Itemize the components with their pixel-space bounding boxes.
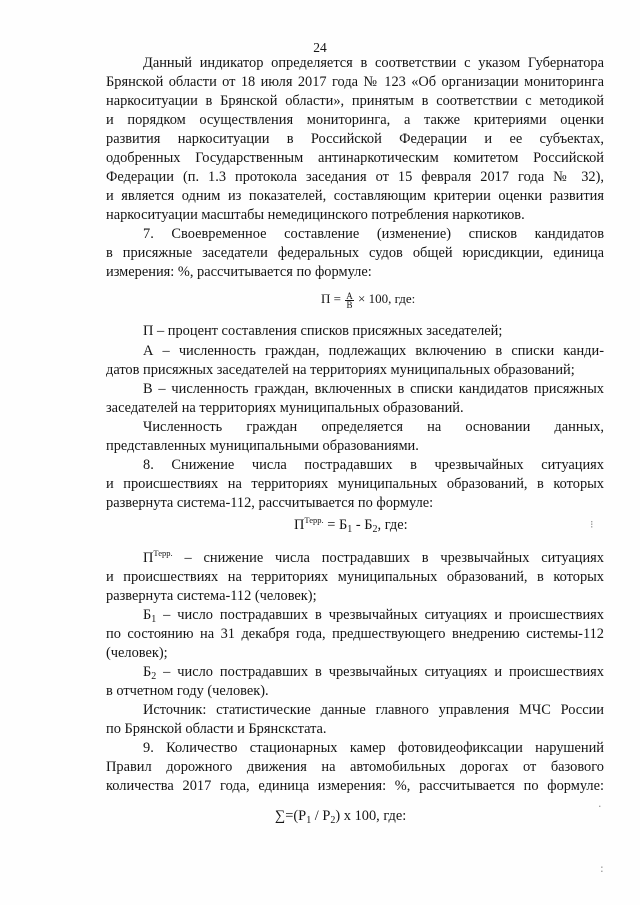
definition-line: В – численность граждан, включенных в списки кандидатов присяжных <box>143 381 604 397</box>
para1-line: наркоситуации в Брянской области», принятым в соответствии с методикой <box>106 93 604 109</box>
para1-line: одобренных Государственным антинаркотическим комитетом Российской <box>106 150 604 166</box>
definition-text: – число пострадавших в чрезвычайных ситуациях и происшествиях <box>156 664 604 680</box>
formula-fraction <box>345 292 354 309</box>
formula-tail: , где: <box>377 517 408 533</box>
para1-line: и порядком осуществления мониторинга, а также критериями оценки <box>106 112 604 128</box>
definition-line <box>143 663 604 681</box>
symbol-p: П <box>143 550 154 566</box>
para1-line: развития наркоситуации в Российской Федерации и ее субъектах, <box>106 131 604 147</box>
para2-line: в присяжные заседатели федеральных судов общей юрисдикции, единица <box>106 245 604 261</box>
para1-line: наркоситуации масштабы немедицинского потребления наркотиков. <box>106 207 525 223</box>
definition-line: в отчетном году (человек). <box>106 683 269 699</box>
definition-line: по состоянию на 31 декабря года, предшествующего внедрению системы-112 <box>106 626 604 642</box>
para1-line: Брянской области от 18 июля 2017 года № 123 «Об организации мониторинга <box>106 74 604 90</box>
para1-line: Федерации (п. 1.3 протокола заседания от 15 февраля 2017 года № 32), <box>106 169 604 185</box>
definition-line: датов присяжных заседателей на территориях муниципальных образований; <box>106 362 575 378</box>
definition-line: (человек); <box>106 645 168 661</box>
para4-line: 9. Количество стационарных камер фотовидеофиксации нарушений <box>143 740 604 756</box>
formula-percent <box>321 289 415 309</box>
formula-open: =(Р <box>285 808 307 824</box>
definition-line <box>143 549 604 567</box>
definition-line: П – процент составления списков присяжных заседателей; <box>143 323 503 339</box>
formula-sigma: ∑ <box>275 808 286 824</box>
para2-line: измерения: %, рассчитывается по формуле: <box>106 264 372 280</box>
para4-line: Правил дорожного движения на автомобильных дорогах от базового <box>106 759 604 775</box>
definition-text: – число пострадавших в чрезвычайных ситуациях и происшествиях <box>156 607 604 623</box>
scan-mark: ⁝ <box>590 518 594 531</box>
formula-rest: × 100, где: <box>357 291 416 306</box>
definition-line: и происшествиях на территориях муниципальных образований, в которых <box>106 569 604 585</box>
para1-line: и является одним из показателей, составляющим критерии оценки развития <box>106 188 604 204</box>
scan-mark: · <box>598 800 602 813</box>
symbol-b: Б <box>143 664 152 680</box>
para4-line: количества 2017 года, единица измерения: %, рассчитывается по формуле: <box>106 778 604 794</box>
fraction-numerator: А <box>346 290 353 301</box>
definition-line: А – численность граждан, подлежащих включению в списки канди- <box>143 343 604 359</box>
formula-reduction <box>294 515 408 535</box>
formula-minus: - Б <box>352 517 373 533</box>
scan-mark: : <box>600 862 604 875</box>
formula-sub: 2 <box>372 524 378 535</box>
para3-line: 8. Снижение числа пострадавших в чрезвычайных ситуациях <box>143 457 604 473</box>
para3-line: развернута система-112, рассчитывается по формуле: <box>106 495 434 511</box>
source-line: Источник: статистические данные главного управления МЧС России <box>143 702 604 718</box>
formula-cameras <box>275 806 406 826</box>
definition-line <box>143 606 604 624</box>
formula-lhs: П = <box>321 291 341 306</box>
para3-line: и происшествиях на территориях муниципальных образований, в которых <box>106 476 604 492</box>
formula-p: П <box>294 517 305 533</box>
formula-close: ) x 100, где: <box>335 808 407 824</box>
formula-sub: 1 <box>347 524 353 535</box>
para2-line: 7. Своевременное составление (изменение) списков кандидатов <box>143 226 604 242</box>
definition-line: развернута система-112 (человек); <box>106 588 317 604</box>
symbol-sub: 1 <box>151 614 157 625</box>
formula-sub: 1 <box>306 815 312 826</box>
source-line: по Брянской области и Брянскстата. <box>106 721 327 737</box>
page-number: 24 <box>313 40 327 55</box>
formula-mid: / Р <box>311 808 331 824</box>
symbol-sup: Терр. <box>153 548 173 558</box>
formula-eq: = Б <box>323 517 348 533</box>
symbol-b: Б <box>143 607 152 623</box>
formula-sub: 2 <box>330 815 336 826</box>
fraction-denominator: В <box>346 299 353 310</box>
definition-line: представленных муниципальными образованиями. <box>106 438 419 454</box>
definition-line: заседателей на территориях муниципальных образований. <box>106 400 464 416</box>
definition-text: – снижение числа пострадавших в чрезвычайных ситуациях <box>172 550 604 566</box>
para1-line: Данный индикатор определяется в соответствии с указом Губернатора <box>143 55 604 71</box>
symbol-sub: 2 <box>151 671 157 682</box>
definition-line: Численность граждан определяется на основании данных, <box>143 419 604 435</box>
formula-sup: Терр. <box>304 515 324 525</box>
